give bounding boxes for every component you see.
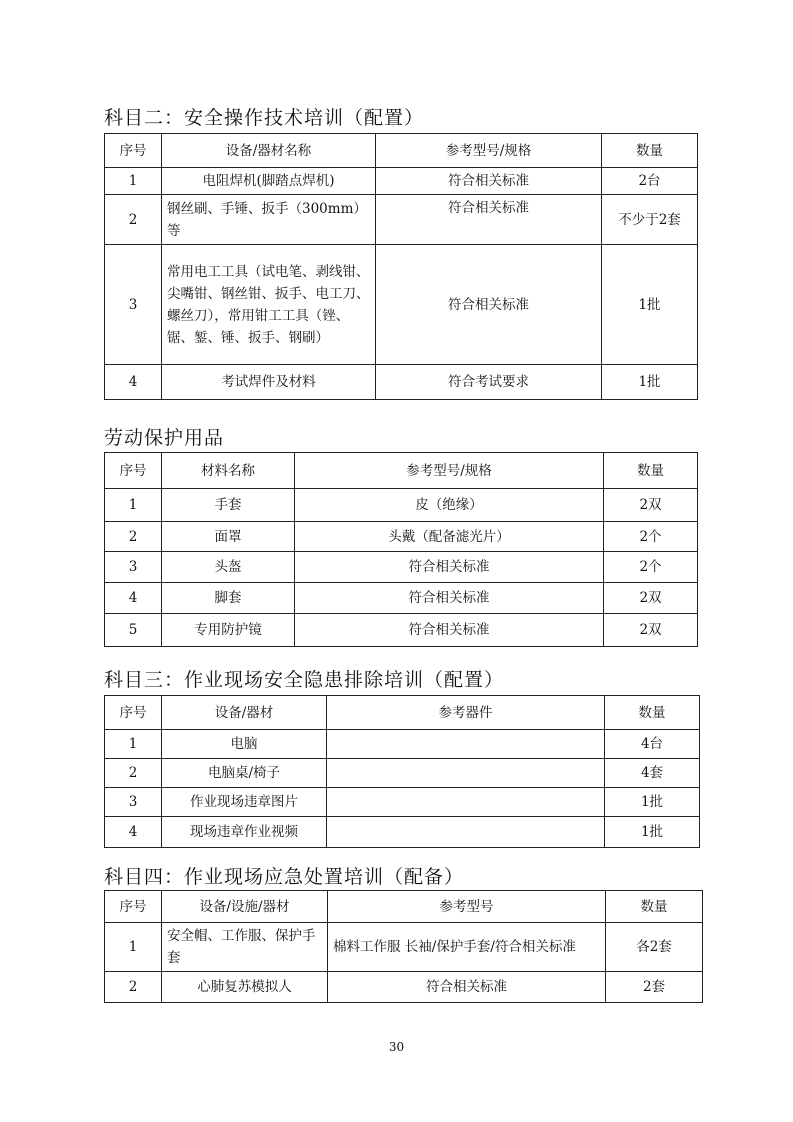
header-cell: 数量	[602, 134, 698, 168]
table-row	[105, 195, 698, 245]
page-number: 30	[388, 1040, 405, 1054]
row-number: 2	[105, 972, 162, 1003]
section-title-subject4: 科目四：作业现场应急处置培训（配备）	[104, 866, 465, 888]
table-row	[105, 245, 698, 365]
row-number: 1	[105, 489, 162, 522]
item-spec	[327, 759, 605, 788]
item-spec: 符合相关标准	[328, 972, 606, 1003]
item-quantity: 2双	[604, 583, 698, 614]
item-spec: 符合相关标准	[295, 583, 604, 614]
row-number: 1	[105, 730, 162, 759]
item-quantity: 4台	[605, 730, 700, 759]
item-quantity: 2双	[604, 614, 698, 647]
item-quantity: 2套	[606, 972, 703, 1003]
item-spec: 皮（绝缘）	[295, 489, 604, 522]
item-quantity: 2个	[604, 552, 698, 583]
equipment-table-protection	[104, 452, 698, 647]
table-row	[105, 522, 698, 552]
header-cell: 数量	[606, 891, 703, 923]
item-spec: 符合相关标准	[295, 552, 604, 583]
row-number: 2	[105, 759, 162, 788]
header-cell: 数量	[604, 453, 698, 489]
equipment-table-subject3	[104, 695, 700, 848]
row-number: 4	[105, 583, 162, 614]
item-name: 作业现场违章图片	[162, 788, 327, 817]
item-quantity: 1批	[605, 817, 700, 848]
header-cell: 序号	[105, 453, 162, 489]
table-row	[105, 788, 700, 817]
row-number: 1	[105, 923, 162, 972]
header-cell: 序号	[105, 891, 162, 923]
row-number: 4	[105, 365, 162, 400]
table-row	[105, 817, 700, 848]
section-title-subject3: 科目三：作业现场安全隐患排除培训（配置）	[104, 669, 505, 691]
equipment-table-subject2	[104, 133, 698, 400]
item-spec: 符合相关标准	[376, 195, 602, 245]
header-cell: 设备/器材	[162, 696, 327, 730]
table-row	[105, 365, 698, 400]
header-cell: 序号	[105, 696, 162, 730]
header-cell: 设备/器材名称	[162, 134, 376, 168]
item-name: 电阻焊机(脚踏点焊机)	[162, 168, 376, 195]
table-row	[105, 168, 698, 195]
row-number: 3	[105, 245, 162, 365]
row-number: 3	[105, 552, 162, 583]
row-number: 2	[105, 522, 162, 552]
table-row	[105, 614, 698, 647]
item-quantity: 1批	[605, 788, 700, 817]
item-name: 专用防护镜	[162, 614, 295, 647]
item-quantity: 2台	[602, 168, 698, 195]
item-name: 安全帽、工作服、保护手套	[162, 923, 328, 972]
header-cell: 材料名称	[162, 453, 295, 489]
row-number: 2	[105, 195, 162, 245]
row-number: 1	[105, 168, 162, 195]
item-name: 考试焊件及材料	[162, 365, 376, 400]
header-cell: 设备/设施/器材	[162, 891, 328, 923]
item-spec: 棉料工作服 长袖/保护手套/符合相关标准	[328, 923, 606, 972]
table-row	[105, 923, 703, 972]
section-title-protection: 劳动保护用品	[104, 427, 225, 449]
item-quantity: 4套	[605, 759, 700, 788]
row-number: 4	[105, 817, 162, 848]
item-quantity: 不少于2套	[602, 195, 698, 245]
header-cell: 参考器件	[327, 696, 605, 730]
equipment-table-subject4	[104, 890, 703, 1003]
header-cell: 参考型号/规格	[376, 134, 602, 168]
item-spec: 头戴（配备滤光片）	[295, 522, 604, 552]
item-name: 钢丝刷、手锤、扳手（300mm）等	[162, 195, 376, 245]
item-spec	[327, 817, 605, 848]
item-quantity: 2双	[604, 489, 698, 522]
header-cell: 参考型号/规格	[295, 453, 604, 489]
item-spec: 符合相关标准	[376, 245, 602, 365]
item-spec: 符合考试要求	[376, 365, 602, 400]
item-name: 现场违章作业视频	[162, 817, 327, 848]
item-name: 头盔	[162, 552, 295, 583]
item-name: 电脑桌/椅子	[162, 759, 327, 788]
item-name: 电脑	[162, 730, 327, 759]
section-title-subject2: 科目二：安全操作技术培训（配置）	[104, 107, 425, 129]
table-row	[105, 972, 703, 1003]
item-name: 心肺复苏模拟人	[162, 972, 328, 1003]
header-cell: 序号	[105, 134, 162, 168]
table-row	[105, 583, 698, 614]
item-quantity: 2个	[604, 522, 698, 552]
item-name: 面罩	[162, 522, 295, 552]
item-name: 常用电工工具（试电笔、剥线钳、尖嘴钳、钢丝钳、扳手、电工刀、螺丝刀），常用钳工工具（锉、锯、錾、锤、扳手、钢刷）	[162, 245, 376, 365]
row-number: 3	[105, 788, 162, 817]
table-header-row	[105, 134, 698, 168]
header-cell: 数量	[605, 696, 700, 730]
table-header-row	[105, 696, 700, 730]
item-spec: 符合相关标准	[295, 614, 604, 647]
table-row	[105, 489, 698, 522]
table-row	[105, 759, 700, 788]
item-spec	[327, 788, 605, 817]
item-spec: 符合相关标准	[376, 168, 602, 195]
item-spec	[327, 730, 605, 759]
item-quantity: 1批	[602, 245, 698, 365]
table-header-row	[105, 891, 703, 923]
header-cell: 参考型号	[328, 891, 606, 923]
item-name: 手套	[162, 489, 295, 522]
row-number: 5	[105, 614, 162, 647]
item-quantity: 1批	[602, 365, 698, 400]
table-header-row	[105, 453, 698, 489]
item-name: 脚套	[162, 583, 295, 614]
item-quantity: 各2套	[606, 923, 703, 972]
table-row	[105, 552, 698, 583]
table-row	[105, 730, 700, 759]
